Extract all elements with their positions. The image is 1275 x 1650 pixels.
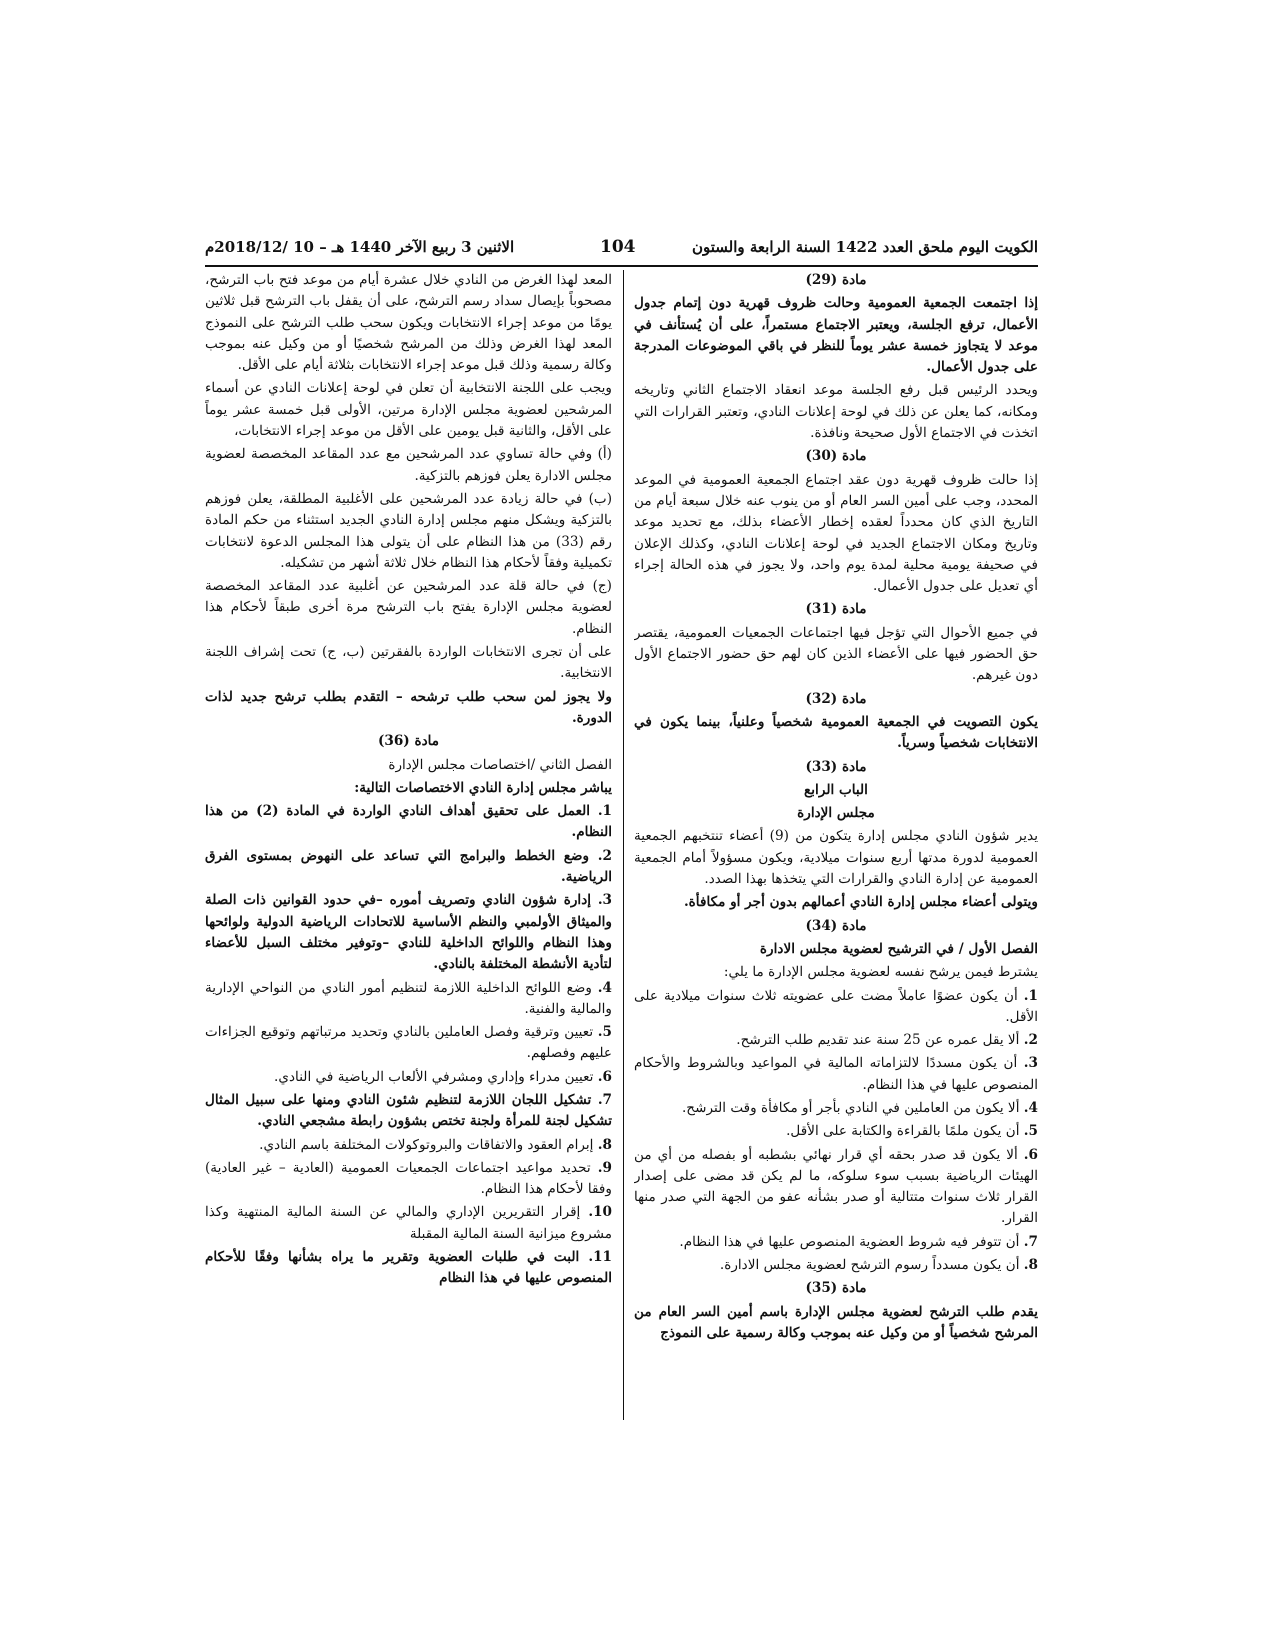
list-item: 6. تعيين مدراء وإداري ومشرفي الألعاب الرياضية في النادي. xyxy=(274,1068,612,1085)
list-item: 1. أن يكون عضوًا عاملاً مضت على عضويته ثلاث سنوات ميلادية على الأقل. xyxy=(634,987,1038,1025)
list-item: 11. البت في طلبات العضوية وتقرير ما يراه بشأنها وفقًا للأحكام المنصوص عليها في هذا النظام xyxy=(205,1249,612,1287)
article-35-title: مادة (35) xyxy=(805,1280,867,1297)
article-30-title: مادة (30) xyxy=(805,448,867,465)
article-32-title: مادة (32) xyxy=(805,690,867,707)
issue-date: الاثنين 3 ربيع الآخر 1440 هـ – 10 /2018/12م xyxy=(205,238,515,256)
section-one-heading: الفصل الأول / في الترشيح لعضوية مجلس الادارة xyxy=(759,940,1038,957)
withdrawal-note: ولا يجوز لمن سحب طلب ترشحه – التقدم بطلب ترشح جديد لذات الدورة. xyxy=(205,688,612,726)
article-34-intro: يشترط فيمن يرشح نفسه لعضوية مجلس الإدارة ما يلي: xyxy=(723,964,1038,981)
board-heading: مجلس الإدارة xyxy=(797,805,875,822)
list-item: 3. أن يكون مسددًا لالتزاماته المالية في المواعيد وبالشروط والأحكام المنصوص عليها في هذا النظام. xyxy=(634,1055,1038,1093)
header-rule xyxy=(205,265,1038,267)
list-item: 8. أن يكون مسدداً رسوم الترشح لعضوية مجلس الادارة. xyxy=(719,1257,1038,1274)
list-item: 5. تعيين وترقية وفصل العاملين بالنادي وتحديد مرتباتهم وتوقيع الجزاءات عليهم وفصلهم. xyxy=(205,1024,612,1062)
list-item: 4. وضع اللوائح الداخلية اللازمة لتنظيم أمور النادي من النواحي الإدارية والمالية والفنية. xyxy=(205,979,612,1017)
page-header xyxy=(205,238,1038,262)
column-divider xyxy=(623,270,624,1420)
list-item: 7. أن تتوفر فيه شروط العضوية المنصوص عليها في هذا النظام. xyxy=(679,1233,1038,1250)
right-column xyxy=(634,270,1038,1420)
clause-a: (أ) وفي حالة تساوي عدد المرشحين مع عدد المقاعد المخصصة لعضوية مجلس الادارة يعلن فوزهم بالتزكية. xyxy=(205,446,612,484)
candidates-announcement: ويجب على اللجنة الانتخابية أن تعلن في لوحة إعلانات النادي عن أسماء المرشحين لعضوية مجلس الإدارة مرتين، الأولى قبل خمسة عشر يوماً على الأقل، والثانية قبل يومين على الأقل من موعد إجراء الانتخابات، xyxy=(205,380,612,440)
article-31-title: مادة (31) xyxy=(805,601,867,618)
list-item: 10. إقرار التقريرين الإداري والمالي عن السنة المالية المنتهية وكذا مشروع ميزانية السنة المالية المقبلة xyxy=(205,1204,612,1242)
article-34-list xyxy=(634,986,1038,1277)
article-36-title: مادة (36) xyxy=(377,733,440,750)
supervision-note: على أن تجرى الانتخابات الواردة بالفقرتين (ب، ج) تحت إشراف اللجنة الانتخابية. xyxy=(205,644,612,682)
article-33-paragraph-2: ويتولى أعضاء مجلس إدارة النادي أعمالهم بدون أجر أو مكافأة. xyxy=(683,894,1038,911)
gazette-title: الكويت اليوم ملحق العدد 1422 السنة الرابعة والستون xyxy=(692,238,1038,256)
left-column xyxy=(205,270,612,1420)
list-item: 5. أن يكون ملمًا بالقراءة والكتابة على الأقل. xyxy=(786,1123,1038,1140)
article-33-title: مادة (33) xyxy=(805,758,867,775)
chapter-four-heading: الباب الرابع xyxy=(804,781,868,798)
list-item: 8. إبرام العقود والاتفاقات والبروتوكولات المختلفة باسم النادي. xyxy=(259,1136,612,1153)
list-item: 7. تشكيل اللجان اللازمة لتنظيم شئون النادي ومنها على سبيل المثال تشكيل لجنة للمرأة ولجنة تختص بشؤون رابطة مشجعي النادي. xyxy=(205,1091,612,1130)
article-32-paragraph-1: يكون التصويت في الجمعية العمومية شخصياً وعلنياً، بينما يكون في الانتخابات شخصياً وسرياً. xyxy=(634,713,1038,752)
clause-c: (ج) في حالة قلة عدد المرشحين عن أغلبية عدد المقاعد المخصصة لعضوية مجلس الإدارة يفتح باب الترشح مرة أخرى طبقاً لأحكام هذا النظام. xyxy=(205,578,612,637)
clause-b: (ب) في حالة زيادة عدد المرشحين على الأغلبية المطلقة، يعلن فوزهم بالتزكية ويشكل منهم مجلس إدارة النادي الجديد استثناء من حكم المادة رقم (33) من هذا النظام على أن يتولى هذا المجلس الدعوة لانتخابات تكميلية وفقاً لأحكام هذا النظام خلال ثلاثة أشهر من تشكيله. xyxy=(205,490,612,571)
section-two-heading: الفصل الثاني /اختصاصات مجلس الإدارة xyxy=(388,756,612,773)
article-35-continuation: المعد لهذا الغرض من النادي خلال عشرة أيام من موعد فتح باب الترشح، مصحوباً بإيصال سداد رسم الترشح، على أن يقفل باب الترشح قبل ثلاثين يومًا من موعد إجراء الانتخابات ويكون سحب طلب الترشح على النموذج المعد لهذا الغرض وذلك من المرشح شخصيًا أو من وكيل عنه بموجب وكالة رسمية وذلك قبل موعد إجراء الانتخابات بثلاثة أيام على الأقل. xyxy=(205,272,612,374)
article-36-intro: يباشر مجلس إدارة النادي الاختصاصات التالية: xyxy=(354,779,612,796)
list-item: 3. إدارة شؤون النادي وتصريف أموره –في حدود القوانين ذات الصلة والميثاق الأولمبي والنظم الأساسية للاتحادات الرياضية الدولية ولوائحها وهذا النظام واللوائح الداخلية للنادي –وتوفير مختلف السبل للأعضاء لتأدية الأنشطة المختلفة بالنادي. xyxy=(205,892,612,973)
list-item: 4. ألا يكون من العاملين في النادي بأجر أو مكافأة وقت الترشح. xyxy=(681,1099,1038,1116)
list-item: 1. العمل على تحقيق أهداف النادي الواردة في المادة (2) من هذا النظام. xyxy=(205,803,612,841)
article-34-title: مادة (34) xyxy=(805,917,867,934)
article-35-paragraph-1: يقدم طلب الترشح لعضوية مجلس الإدارة باسم أمين السر العام من المرشح شخصياً أو من وكيل عنه بموجب وكالة رسمية على النموذج xyxy=(634,1303,1038,1341)
list-item: 2. وضع الخطط والبرامج التي تساعد على النهوض بمستوى الفرق الرياضية. xyxy=(205,847,612,886)
list-item: 9. تحديد مواعيد اجتماعات الجمعيات العمومية (العادية – غير العادية) وفقا لأحكام هذا النظام. xyxy=(205,1159,612,1198)
article-33-paragraph-1: يدير شؤون النادي مجلس إدارة يتكون من (9) أعضاء تنتخبهم الجمعية العمومية لدورة مدتها أربع سنوات ميلادية، ويكون مسؤولاً أمام الجمعية العمومية عن إدارة النادي والقرارات التي يتخذها بهذا الصدد. xyxy=(634,828,1038,888)
article-31-paragraph-1: في جميع الأحوال التي تؤجل فيها اجتماعات الجمعيات العمومية، يقتصر حق الحضور فيها على الأعضاء الذين كان لهم حق حضور الاجتماع الأول دون غيرهم. xyxy=(634,624,1038,684)
article-29-paragraph-1: إذا اجتمعت الجمعية العمومية وحالت ظروف قهرية دون إتمام جدول الأعمال، ترفع الجلسة، ويعتبر الاجتماع مستمراً، على أن يُستأنف في موعد لا يتجاوز خمسة عشر يوماً للنظر في باقي الموضوعات المدرجة على جدول الأعمال. xyxy=(634,295,1038,376)
list-item: 6. ألا يكون قد صدر بحقه أي قرار نهائي بشطبه أو بفصله من أي من الهيئات الرياضية بسبب سوء سلوكه، ما لم يكن قد مضى على إصدار القرار ثلاث سنوات متتالية أو صدر بشأنه عفو من الجهة التي صدر منها القرار. xyxy=(634,1146,1038,1227)
article-36-list xyxy=(205,801,612,1290)
list-item: 2. ألا يقل عمره عن 25 سنة عند تقديم طلب الترشح. xyxy=(736,1032,1038,1049)
article-29-title: مادة (29) xyxy=(805,272,867,288)
page-number: 104 xyxy=(600,237,636,257)
article-30-paragraph-1: إذا حالت ظروف قهرية دون عقد اجتماع الجمعية العمومية في الموعد المحدد، وجب على أمين السر العام أو من ينوب عنه خلال سبعة أيام من التاريخ الذي كان محدداً لعقده إخطار الأعضاء بذلك، مع تحديد موعد وتاريخ ومكان الاجتماع الجديد في لوحة إعلانات النادي، وكذلك الإعلان في صحيفة يومية محلية لمدة يوم واحد، ولا يجوز في هذه الحالة إجراء أي تعديل على جدول الأعمال. xyxy=(634,471,1038,595)
article-29-paragraph-2: ويحدد الرئيس قبل رفع الجلسة موعد انعقاد الاجتماع الثاني وتاريخه ومكانه، كما يعلن عن ذلك في لوحة إعلانات النادي، وتعتبر القرارات التي اتخذت في الاجتماع الأول صحيحة ونافذة. xyxy=(634,382,1038,442)
